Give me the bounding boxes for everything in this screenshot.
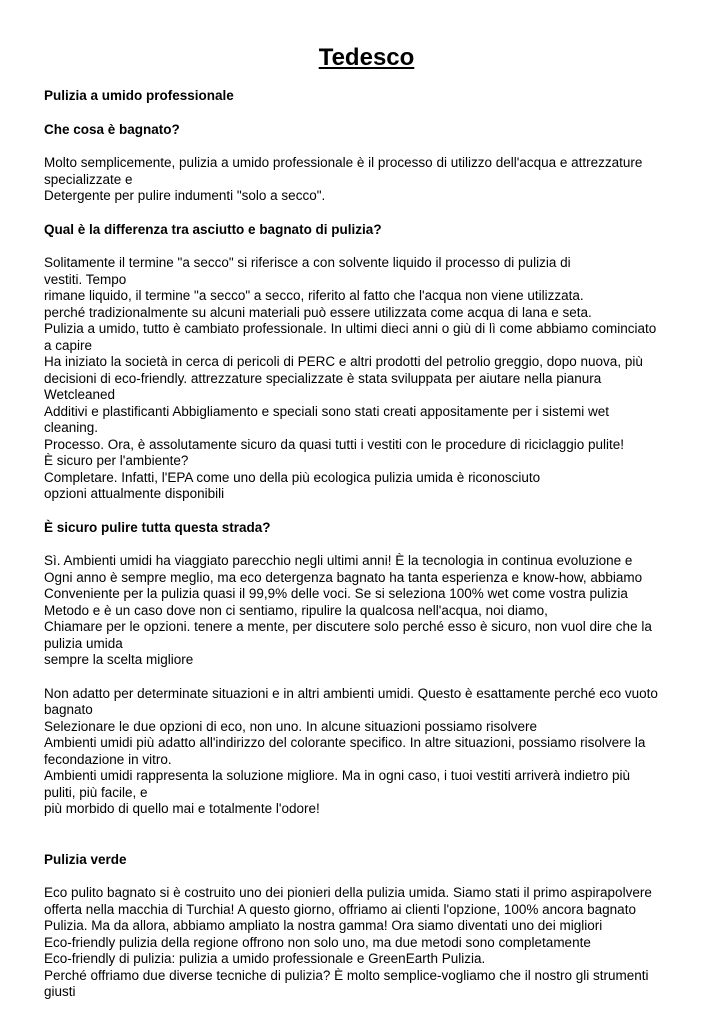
text-line: Ogni anno è sempre meglio, ma eco detergenza bagnato ha tanta esperienza e know-how, abbiamo <box>44 569 643 585</box>
text-line: vestiti. Tempo <box>44 271 127 287</box>
text-line: Conveniente per la pulizia quasi il 99,9% delle voci. Se si seleziona 100% wet come vostra pulizia <box>44 586 628 601</box>
section-heading-is-it-safe: È sicuro pulire tutta questa strada? <box>44 519 271 535</box>
text-line: decisioni di eco-friendly. attrezzature specializzate è stata sviluppata per aiutare nella pianura <box>44 370 602 386</box>
text-line: fecondazione in vitro. <box>44 751 172 767</box>
text-line: Chiamare per le opzioni. tenere a mente, per discutere solo perché esso è sicuro, non vuol dire che la <box>44 619 652 634</box>
section-body-is-it-safe <box>44 553 689 669</box>
section-body-what-is-wet <box>44 155 689 205</box>
text-line: Eco-friendly di pulizia: pulizia a umido professionale e GreenEarth Pulizia. <box>44 951 486 966</box>
section-body-dry-vs-wet <box>44 255 689 503</box>
text-line: Sì. Ambienti umidi ha viaggiato parecchio negli ultimi anni! È la tecnologia in continua evoluzione e <box>44 553 633 568</box>
text-line: bagnato <box>44 702 93 717</box>
text-line: rimane liquido, il termine "a secco" a secco, riferito al fatto che l'acqua non viene utilizzata. <box>44 288 584 303</box>
text-line: Ha iniziato la società in cerca di pericoli di PERC e altri prodotti del petrolio greggio, dopo nuova, più <box>44 354 643 369</box>
text-line: Molto semplicemente, pulizia a umido professionale è il processo di utilizzo dell'acqua e attrezzature <box>44 155 643 170</box>
text-line: Processo. Ora, è assolutamente sicuro da quasi tutti i vestiti con le procedure di riciclaggio pulite! <box>44 436 625 452</box>
text-line: Eco-friendly pulizia della regione offrono non solo uno, ma due metodi sono completamente <box>44 934 591 950</box>
text-line: Completare. Infatti, l'EPA come uno della più ecologica pulizia umida è riconosciuto <box>44 469 541 485</box>
section-heading-dry-vs-wet: Qual è la differenza tra asciutto e bagnato di pulizia? <box>44 221 382 237</box>
text-line: sempre la scelta migliore <box>44 652 194 667</box>
text-line: Detergente per pulire indumenti "solo a secco". <box>44 188 326 203</box>
section-body-green-cleaning <box>44 885 689 1001</box>
text-line: Additivi e plastificanti Abbigliamento e speciali sono stati creati appositamente per i sistemi wet <box>44 403 610 419</box>
text-line: giusti <box>44 984 76 999</box>
text-line: cleaning. <box>44 420 99 435</box>
text-line: puliti, più facile, e <box>44 784 148 800</box>
text-line: Wetcleaned <box>44 387 116 402</box>
document-page <box>44 40 689 1001</box>
page-title: Tedesco <box>318 44 415 71</box>
text-line: Selezionare le due opzioni di eco, non uno. In alcune situazioni possiamo risolvere <box>44 718 538 734</box>
text-line: È sicuro per l'ambiente? <box>44 453 189 468</box>
text-line: perché tradizionalmente su alcuni materiali può essere utilizzata come acqua di lana e seta. <box>44 304 592 320</box>
text-line: Metodo e è un caso dove non ci sentiamo, ripulire la qualcosa nell'acqua, noi diamo, <box>44 602 548 618</box>
text-line: offerta nella macchia di Turchia! A questo giorno, offriamo ai clienti l'opzione, 100% ancora bagnato <box>44 901 636 917</box>
section-heading-green-cleaning: Pulizia verde <box>44 851 127 867</box>
text-line: specializzate e <box>44 171 133 187</box>
text-line: Ambienti umidi più adatto all'indirizzo del colorante specifico. In altre situazioni, possiamo risolvere la <box>44 735 646 750</box>
text-line: Ambienti umidi rappresenta la soluzione migliore. Ma in ogni caso, i tuoi vestiti arriverà indietro più <box>44 768 631 783</box>
text-line: Eco pulito bagnato si è costruito uno dei pionieri della pulizia umida. Siamo stati il primo aspirapolvere <box>44 885 652 900</box>
section-body-is-it-safe-continued <box>44 686 689 818</box>
text-line: Solitamente il termine "a secco" si riferisce a con solvente liquido il processo di pulizia di <box>44 255 571 270</box>
text-line: Pulizia a umido, tutto è cambiato professionale. In ultimi dieci anni o giù di lì come abbiamo cominciato <box>44 321 657 336</box>
text-line: Perché offriamo due diverse tecniche di pulizia? È molto semplice-vogliamo che il nostro gli strumenti <box>44 967 649 983</box>
text-line: pulizia umida <box>44 635 123 651</box>
text-line: più morbido di quello mai e totalmente l'odore! <box>44 801 320 816</box>
text-line: Non adatto per determinate situazioni e in altri ambienti umidi. Questo è esattamente perché eco vuoto <box>44 685 658 701</box>
section-heading-what-is-wet: Che cosa è bagnato? <box>44 121 180 137</box>
text-line: Pulizia. Ma da allora, abbiamo ampliato la nostra gamma! Ora siamo diventati uno dei migliori <box>44 918 603 933</box>
text-line: a capire <box>44 337 93 353</box>
section-heading-professional-wet-cleaning: Pulizia a umido professionale <box>44 88 234 103</box>
text-line: opzioni attualmente disponibili <box>44 486 225 501</box>
